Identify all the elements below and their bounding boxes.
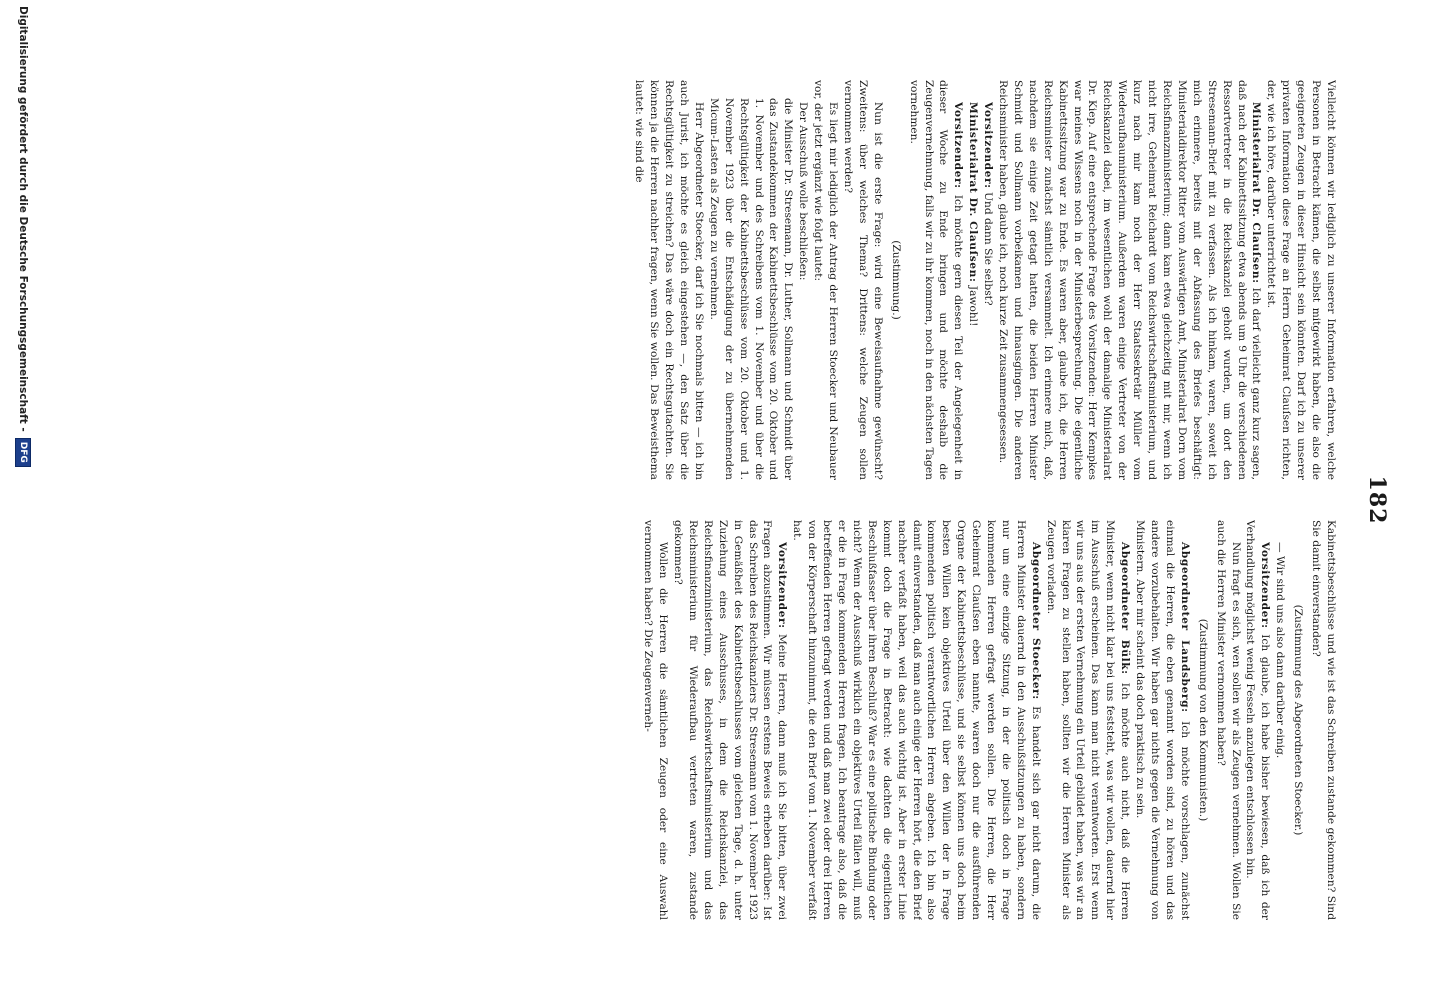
paragraph-text: Ich möchte gern diesen Teil der Angelegenheit in dieser Woche zu Ende bringen und möchte deshalb die Zeugenvernehmung, falls wir zu ihr kommen, noch in den nächsten Tagen vornehmen. — [907, 80, 965, 480]
paragraph-text: Vielleicht können wir lediglich zu unserer Information erfahren, welche Personen in Betracht kämen, die selbst mitgewirkt haben, die also die geeigneten Zeugen in dieser Hinsicht sein könnten. Darf ich zu unserer privaten Information diese Frage an Herrn Geheimrat Clauſsen richten, der, wie ich höre, darüber unterrichtet ist. — [1265, 80, 1337, 480]
paragraph-text: Und dann Sie selbst? — [982, 192, 995, 306]
speaker-name: Abgeordneter Stoecker: — [1029, 542, 1042, 700]
paragraph-text: Es handelt sich gar nicht darum, die Herren Minister dauernd in den Ausschußsitzungen zu haben, sondern nur um eine einzige Sitzung, in der die politisch doch in Frage kommenden Herren gefragt werden sollen. Die Herren, die Herr Geheimrat Clauſsen eben nannte, waren doch nur die ausführenden Organe der Kabinettsbeschlüsse, und sie selbst können uns doch beim besten Willen kein objektives Urteil über den Willen der in Frage kommenden politisch verantwortlichen Herren abgeben. Ich bin also damit einverstanden, daß man auch einige der Herren hört, die den Brief nachher verfaßt haben, weil das auch wichtig ist. Aber in erster Linie kommt doch die Frage in Betracht: wie dachten die eigentlichen Beschlußfasser über ihren Beschluß? War es eine politische Bindung oder nicht? Wenn der Ausschuß wirklich ein objektives Urteil fällen will, muß er die in Frage kommenden Herren fragen. Ich beantrage also, daß die betreffenden Herren gefragt werden und daß man zwei oder drei Herren von der Körperschaft hinzunimmt, die den Brief vom 1. November verfaßt hat. — [791, 520, 1042, 920]
speaker-name: Vorsitzender: — [952, 102, 965, 189]
paragraph — [631, 80, 706, 480]
paragraph: Der Ausschuß wolle beschließen: — [797, 102, 810, 281]
speaker-name: Vorsitzender: — [776, 542, 789, 629]
paragraph-text: Jawohl! — [967, 285, 980, 327]
paragraph: Kabinettsbeschlüsse und wie ist das Schreiben zustande gekommen? Sind Sie damit einverstanden? — [1310, 520, 1337, 920]
paragraph: — Wir sind uns also dann darüber einig. — [1274, 542, 1287, 759]
paragraph-text: Meine Herren, dann muß ich Sie bitten, über zwei Fragen abzustimmen. Wir müssen erstens Beweis erheben darüber: Ist das Schreiben des Reichskanzlers Dr. Stresemann vom 1. November 1923 in Gemäßheit des Kabinettsbeschlusses vom gleichen Tage, d. h. unter Zuziehung eines Ausschusses, in dem die Reichskanzlei, das Reichsfinanzministerium, das Reichswirtschaftsministerium und das Reichsministerium für Wiederaufbau vertreten waren, zustande gekommen? — [672, 520, 789, 920]
paragraph-text: Ich möchte auch nicht, daß die Herren Minister, wenn nicht klar bei uns feststeht, was wir wollen, dauernd hier im Ausschuß erscheinen. Das kann man nicht verantworten. Erst wenn wir uns aus der ersten Vernehmung ein Urteil gebildet haben, was wir an klaren Fragen zu stellen haben, sollten wir die Herren Minister als Zeugen vorladen. — [1044, 520, 1132, 920]
paragraph-text: Ich darf vielleicht ganz kurz sagen, daß nach der Kabinettssitzung etwa abends um 9 Uhr die verschiedenen Ressortvertreter in die Reichskanzlei geholt wurden, um dort den Stresemann-Brief mit zu verfassen. Als ich hinkam, waren, soweit ich mich erinnere, bereits mit der Abfassung des Briefes beschäftigt: Ministerialdirektor Ritter vom Auswärtigen Amt, Ministerialrat Dorn vom Reichsfinanzministerium; dann kam etwa gleichzeitig mit mir, wenn ich nicht irre, Geheimrat Reichardt vom Reichswirtschaftsministerium, und kurz nach mir kam noch der Herr Staatssekretär Müller vom Wiederaufbauministerium. Außerdem waren einige Vertreter von der Reichskanzlei dabei, im wesentlichen wohl der damalige Ministerialrat Dr. Kiep. Auf eine entsprechende Frage des Vorsitzenden: Herr Kempkes war meines Wissens noch in der Ministerbesprechung. Die eigentliche Kabinettssitzung war zu Ende. Es waren aber, glaube ich, die Herren Reichsminister zunächst sämtlich versammelt. Ich erinnere mich, daß, nachdem sie einige Zeit getagt hatten, die beiden Herren Minister Schmidt und Sollmann vorbeikamen und hinausgingen. Die anderen Reichsminister haben, glaube ich, noch kurze Zeit zusammengesessen. — [997, 80, 1263, 480]
dfg-logo: DFG — [15, 438, 31, 467]
speaker-name: Vorsitzender: — [1259, 542, 1272, 629]
speaker-name: Vorsitzender: — [982, 102, 995, 189]
text-column-right — [98, 520, 1338, 920]
paragraph — [995, 80, 1263, 480]
credit-text: Digitalisierung gefördert durch die Deutsche Forschungsgemeinschaft - — [17, 6, 29, 432]
paragraph — [1043, 520, 1132, 920]
speaker-name: Ministerialrat Dr. Clauſsen: — [967, 102, 980, 283]
speaker-name: Abgeordneter Bülk: — [1119, 542, 1132, 675]
paragraph: Wollen die Herren die sämtlichen Zeugen oder eine Auswahl vernommen haben? Die Zeugenverneh- — [642, 520, 670, 920]
speaker-name: Abgeordneter Landsberg: — [1178, 542, 1191, 713]
digitization-credit — [12, 0, 34, 1000]
text-column-left — [98, 80, 1338, 480]
speaker-name: Ministerialrat Dr. Clauſsen: — [1250, 102, 1263, 284]
paragraph-text: Ich möchte vorschlagen, zunächst einmal die Herren, die eben genannt worden sind, zu hören und das andere vorzubehalten. Wir haben gar nichts gegen die Vernehmung von Ministern. Aber mir scheint das doch praktisch zu sein. — [1134, 520, 1191, 920]
interjection: (Zustimmung des Abgeordneten Stoecker.) — [1292, 604, 1305, 836]
paragraph — [906, 80, 966, 480]
interjection: (Zustimmung.) — [889, 240, 902, 320]
paragraph-text: Ich glaube, ich habe bisher bewiesen, daß ich der Verhandlung möglichst wenig Fesseln anzulegen entschlossen bin. — [1244, 520, 1272, 920]
paragraph — [1132, 520, 1192, 920]
page-number: 182 — [1364, 475, 1390, 525]
paragraph — [1243, 520, 1273, 920]
paragraph-text: Herr Abgeordneter Stoecker, darf ich Sie nochmals bitten — ich bin auch Jurist, ich möchte es gleich eingestehen —, den Satz über die Rechtsgültigkeit zu streichen? Das wäre doch ein Rechtsgutachten. Sie können ja die Herren nachher fragen, wenn Sie wollen. Das Beweisthema lautet: wie sind die — [633, 80, 705, 480]
interjection: (Zustimmung von den Kommunisten.) — [1196, 618, 1209, 822]
paragraph — [789, 520, 1042, 920]
paragraph: Es liegt mir lediglich der Antrag der Herren Stoecker und Neubauer vor, der jetzt ergänzt wie folgt lautet: — [812, 80, 840, 480]
paragraph: Nun fragt es sich, wen sollen wir als Zeugen vernehmen. Wollen Sie auch die Herren Minister vernommen haben? — [1214, 520, 1242, 920]
motion-text: die Minister Dr. Stresemann, Dr. Luther, Sollmann und Schmidt über das Zustandekommen der Kabinettsbeschlüsse vom 20. Oktober und 1. November und des Schreibens vom 1. November und über die Rechtsgültigkeit der Kabinettsbeschlüsse vom 20. Oktober und 1. November 1923 über die Entschädigung der zu übernehmenden Micum-Lasten als Zeugen zu vernehmen. — [707, 98, 795, 480]
paragraph — [670, 520, 789, 920]
paragraph — [980, 80, 995, 480]
paragraph — [965, 80, 980, 480]
paragraph — [1263, 80, 1338, 480]
paragraph: Nun ist die erste Frage: wird eine Beweisaufnahme gewünscht? Zweitens: über welches Thema? Drittens: welche Zeugen sollen vernommen werden? — [842, 80, 884, 480]
